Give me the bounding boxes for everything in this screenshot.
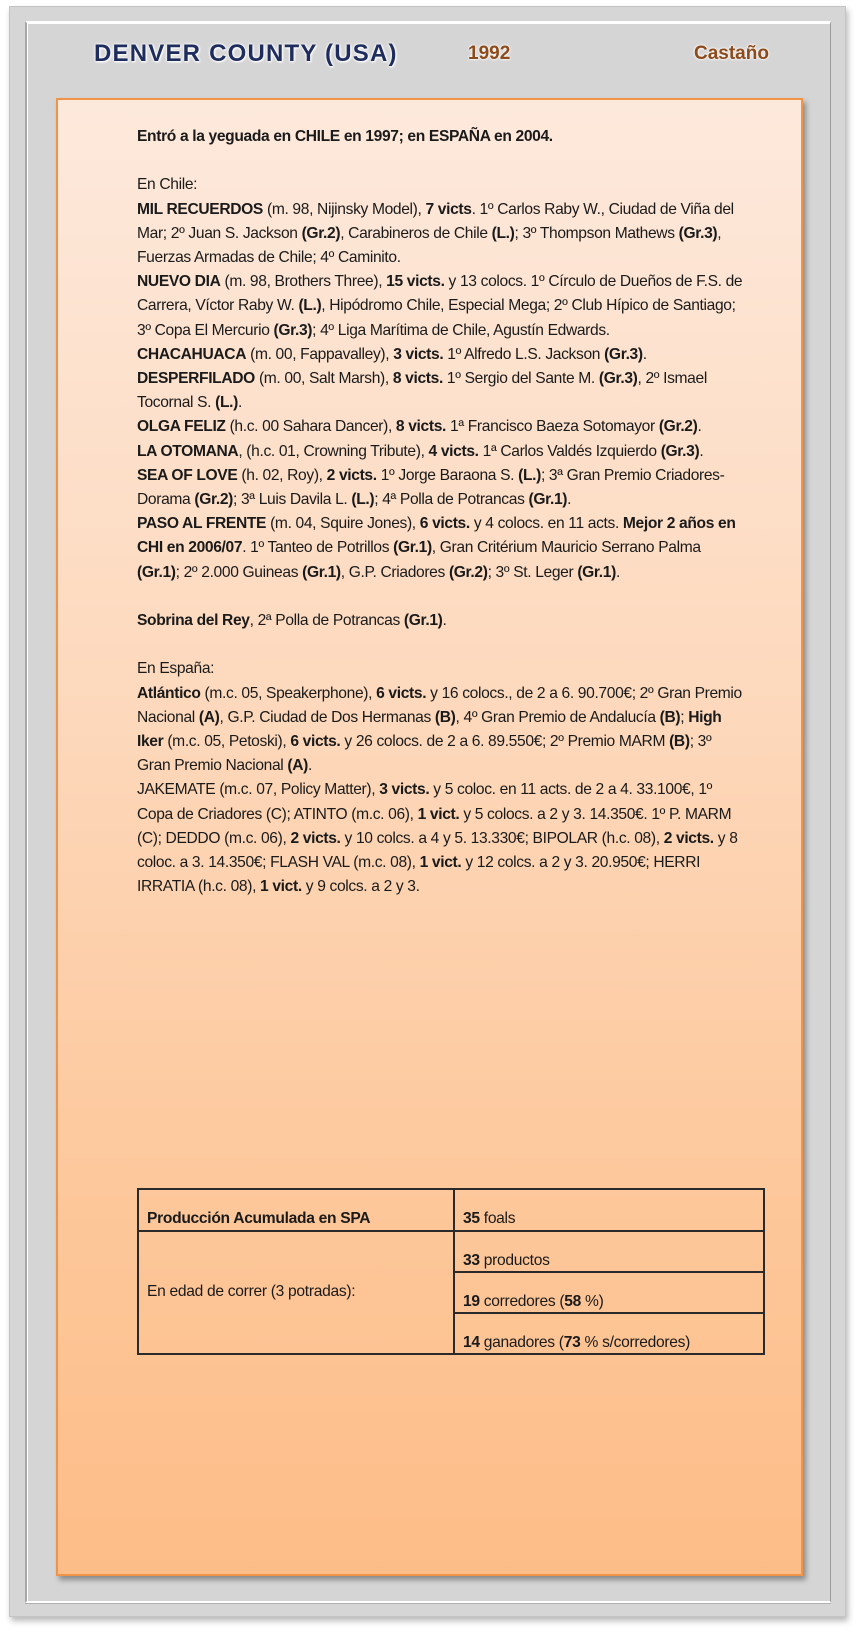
spain-heading: En España: <box>137 660 215 678</box>
list-item: DESPERFILADO (m. 00, Salt Marsh), 8 victs. 1º Sergio del Sante M. (Gr.3), 2º Ismael Tocornal S. (L.). <box>137 370 707 412</box>
productos-cell: 33 productos <box>454 1231 764 1272</box>
list-item: LA OTOMANA, (h.c. 01, Crowning Tribute), 4 victs. 1ª Carlos Valdés Izquierdo (Gr.3). <box>137 442 704 460</box>
production-label: Producción Acumulada en SPA <box>138 1189 454 1231</box>
horse-name-title: DENVER COUNTY (USA) <box>94 40 398 67</box>
record-text <box>137 125 747 899</box>
foals-cell: 35 foals <box>454 1189 764 1231</box>
list-item: CHACAHUACA (m. 00, Fappavalley), 3 victs. 1º Alfredo L.S. Jackson (Gr.3). <box>137 345 647 363</box>
spain-paragraph-2: JAKEMATE (m.c. 07, Policy Matter), 3 victs. y 5 coloc. en 11 acts. de 2 a 4. 33.100€, 1º Copa de Criadores (C); ATINTO (m.c. 06), 1 vict. y 5 colocs. a 2 y 3. 14.350€. 1º P. MARM (C); DEDDO (m.c. 06), 2 victs. y 10 colcs. a 4 y 5. 13.330€; BIPOLAR (h.c. 08), 2 victs. y 8 coloc. a 3. 14.350€; FLASH VAL (m.c. 08), 1 vict. y 12 colcs. a 2 y 3. 20.950€; HERRI IRRATIA (h.c. 08), 1 vict. y 9 colcs. a 2 y 3. <box>137 781 738 896</box>
list-item: OLGA FELIZ (h.c. 00 Sahara Dancer), 8 victs. 1ª Francisco Baeza Sotomayor (Gr.2). <box>137 418 702 436</box>
production-table <box>137 1188 765 1355</box>
birth-year: 1992 <box>468 43 511 64</box>
table-row <box>138 1231 764 1272</box>
intro-line: Entró a la yeguada en CHILE en 1997; en ESPAÑA en 2004. <box>137 128 553 145</box>
ganadores-cell: 14 ganadores (73 % s/corredores) <box>454 1313 764 1354</box>
sobrina-line: Sobrina del Rey, 2ª Polla de Potrancas (Gr.1). <box>137 612 447 630</box>
spain-paragraph-1: Atlántico (m.c. 05, Speakerphone), 6 victs. y 16 colocs., de 2 a 6. 90.700€; 2º Gran Premio Nacional (A), G.P. Ciudad de Dos Hermanas (B), 4º Gran Premio de Andalucía (B); High Iker (m.c. 05, Petoski), 6 victs. y 26 colocs. de 2 a 6. 89.550€; 2º Premio MARM (B); 3º Gran Premio Nacional (A). <box>137 684 742 775</box>
list-item: SEA OF LOVE (h. 02, Roy), 2 victs. 1º Jorge Baraona S. (L.); 3ª Gran Premio Criadores-Dorama (Gr.2); 3ª Luis Davila L. (L.); 4ª Polla de Potrancas (Gr.1). <box>137 466 725 509</box>
chile-heading: En Chile: <box>137 176 198 194</box>
list-item: PASO AL FRENTE (m. 04, Squire Jones), 6 victs. y 4 colocs. en 11 acts. Mejor 2 años en CHI en 2006/07. 1º Tanteo de Potrillos (Gr.1), Gran Critérium Mauricio Serrano Palma (Gr.1); 2º 2.000 Guineas (Gr.1), G.P. Criadores (Gr.2); 3º St. Leger (Gr.1). <box>137 515 736 581</box>
table-row <box>138 1189 764 1231</box>
coat-color: Castaño <box>694 43 769 64</box>
list-item: MIL RECUERDOS (m. 98, Nijinsky Model), 7 victs. 1º Carlos Raby W., Ciudad de Viña del Mar; 2º Juan S. Jackson (Gr.2), Carabineros de Chile (L.); 3º Thompson Mathews (Gr.3), Fuerzas Armadas de Chile; 4º Caminito. <box>137 200 734 266</box>
age-label: En edad de correr (3 potradas): <box>138 1231 454 1354</box>
corredores-cell: 19 corredores (58 %) <box>454 1272 764 1313</box>
list-item: NUEVO DIA (m. 98, Brothers Three), 15 victs. y 13 colocs. 1º Círculo de Dueños de F.S. de Carrera, Víctor Raby W. (L.), Hipódromo Chile, Especial Mega; 2º Club Hípico de Santiago; 3º Copa El Mercurio (Gr.3); 4º Liga Marítima de Chile, Agustín Edwards. <box>137 273 743 339</box>
